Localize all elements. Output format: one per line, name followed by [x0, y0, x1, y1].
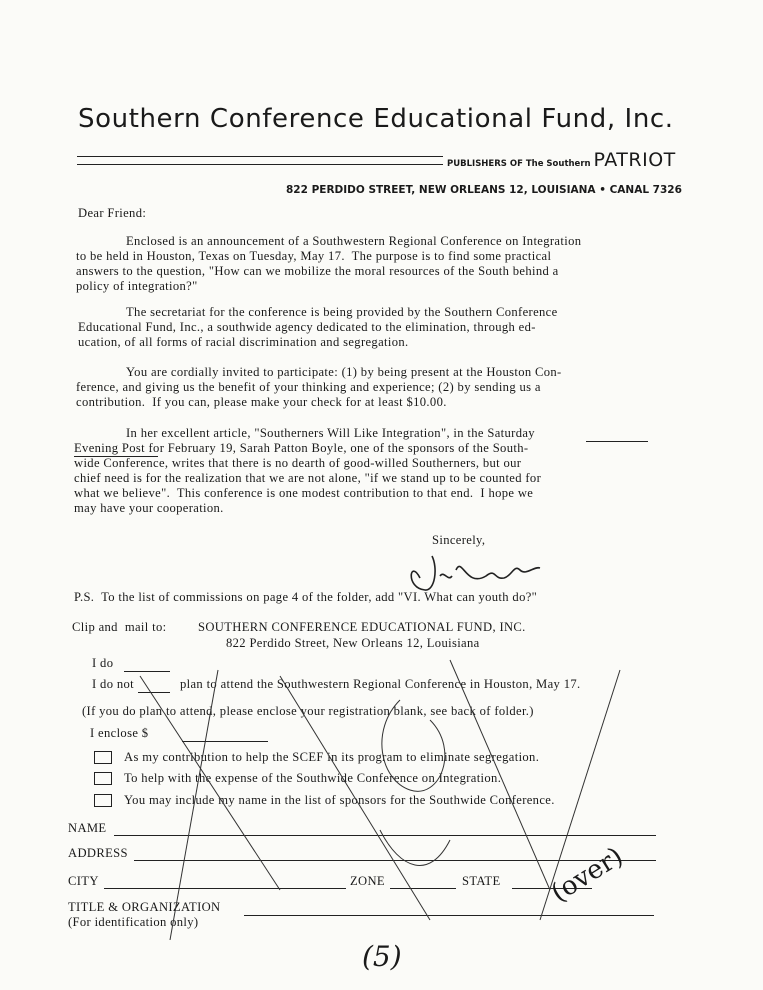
i-do-label: I do	[92, 656, 114, 670]
expense-label: To help with the expense of the Southwide Conference on Integration.	[124, 771, 502, 785]
i-do-not-field[interactable]	[138, 691, 170, 693]
publishers-of-label: PUBLISHERS OF	[447, 159, 523, 169]
name-label: NAME	[68, 821, 107, 835]
registration-note: (If you do plan to attend, please enclose your registration blank, see back of folder.)	[82, 704, 534, 718]
paragraph-2-line: ucation, of all forms of racial discrimination and segregation.	[78, 335, 409, 349]
salutation: Dear Friend:	[78, 206, 147, 220]
paragraph-2	[78, 305, 558, 365]
enclose-label: I enclose $	[90, 726, 149, 740]
identification-note: (For identification only)	[68, 915, 199, 929]
paragraph-1-line: policy of integration?"	[76, 279, 198, 293]
paragraph-1-line: Enclosed is an announcement of a Southwestern Regional Conference on Integration	[126, 234, 582, 248]
letterhead-title: Southern Conference Educational Fund, Inc.	[78, 104, 674, 134]
paragraph-3-line: contribution. If you can, please make your check for at least $10.00.	[76, 395, 447, 409]
paragraph-4-line: Evening Post for February 19, Sarah Patton Boyle, one of the sponsors of the South-	[74, 441, 529, 455]
address-label: ADDRESS	[68, 846, 128, 860]
state-label: STATE	[462, 874, 501, 888]
clip-label: Clip and mail to:	[72, 620, 167, 634]
paragraph-3	[76, 365, 562, 425]
plan-text: plan to attend the Southwestern Regional Conference in Houston, May 17.	[180, 677, 581, 691]
closing: Sincerely,	[432, 533, 486, 547]
paragraph-1	[76, 234, 582, 309]
clip-org: SOUTHERN CONFERENCE EDUCATIONAL FUND, INC.	[198, 620, 526, 634]
name-field[interactable]	[114, 834, 656, 836]
patriot-logo: PATRIOT	[593, 149, 676, 171]
paragraph-1-line: to be held in Houston, Texas on Tuesday, May 17. The purpose is to find some practical	[76, 249, 552, 263]
contribution-checkbox[interactable]	[94, 751, 112, 764]
title-underline	[74, 455, 158, 457]
zone-field[interactable]	[390, 887, 456, 889]
paragraph-4-line: In her excellent article, "Southerners Will Like Integration", in the Saturday	[126, 426, 535, 440]
paragraph-2-line: Educational Fund, Inc., a southwide agency dedicated to the elimination, through ed-	[78, 320, 536, 334]
enclose-amount-field[interactable]	[182, 740, 268, 742]
clip-street: 822 Perdido Street, New Orleans 12, Louisiana	[226, 636, 480, 650]
zone-label: ZONE	[350, 874, 385, 888]
over-handwriting: (over)	[546, 841, 629, 909]
paragraph-4-line: wide Conference, writes that there is no dearth of good-willed Southerners, but our	[74, 456, 522, 470]
paragraph-3-line: ference, and giving us the benefit of your thinking and experience; (2) by sending us a	[76, 380, 541, 394]
i-do-field[interactable]	[124, 670, 170, 672]
paragraph-2-line: The secretariat for the conference is being provided by the Southern Conference	[126, 305, 558, 319]
the-southern-label: The Southern	[525, 159, 591, 169]
city-label: CITY	[68, 874, 99, 888]
postscript: P.S. To the list of commissions on page 4 of the folder, add "VI. What can youth do?"	[74, 590, 538, 604]
publisher-line	[447, 149, 676, 171]
paragraph-3-line: You are cordially invited to participate: (1) by being present at the Houston Con-	[126, 365, 562, 379]
title-underline	[586, 440, 648, 442]
contribution-label: As my contribution to help the SCEF in its program to eliminate segregation.	[124, 750, 540, 764]
paragraph-4-line: what we believe". This conference is one modest contribution to that end. I hope we	[74, 486, 534, 500]
letterhead-address: 822 PERDIDO STREET, NEW ORLEANS 12, LOUISIANA • CANAL 7326	[286, 184, 682, 196]
expense-checkbox[interactable]	[94, 772, 112, 785]
i-do-not-label: I do not	[92, 677, 134, 691]
letterhead-rule	[77, 156, 443, 165]
paragraph-1-line: answers to the question, "How can we mobilize the moral resources of the South behind a	[76, 264, 559, 278]
sponsor-label: You may include my name in the list of sponsors for the Southwide Conference.	[124, 793, 555, 807]
title-org-label: TITLE & ORGANIZATION	[68, 900, 221, 914]
title-org-field[interactable]	[244, 914, 654, 916]
page-number-handwriting: (5)	[362, 940, 402, 973]
address-field[interactable]	[134, 859, 656, 861]
sponsor-checkbox[interactable]	[94, 794, 112, 807]
city-field[interactable]	[104, 887, 346, 889]
paragraph-4-line: chief need is for the realization that we are not alone, "if we stand up to be counted for	[74, 471, 542, 485]
paragraph-4-line: may have your cooperation.	[74, 501, 224, 515]
